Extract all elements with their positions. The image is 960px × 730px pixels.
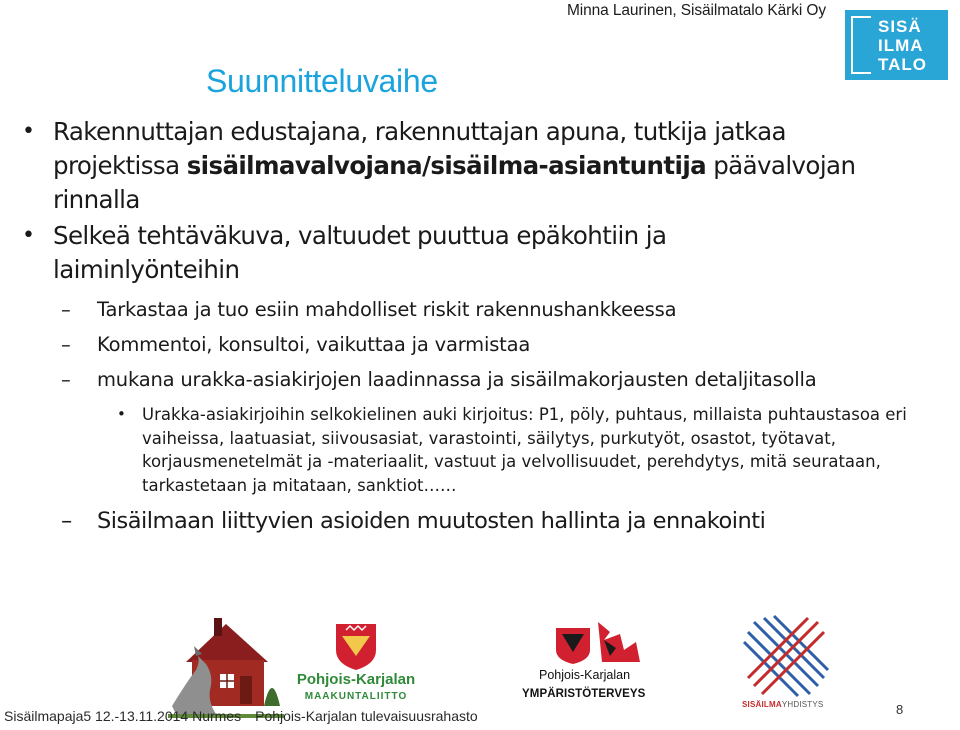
logo-line-1: SISÄ [878, 17, 922, 36]
pk-ymparisto-name: Pohjois-Karjalan [539, 668, 631, 682]
bullet-text: Rakennuttajan edustajana, rakennuttajan apuna, tutkija jatkaa projektissa [53, 117, 786, 180]
dash-icon: – [61, 508, 72, 534]
sub-item [0, 506, 960, 536]
bullet-item [0, 219, 960, 287]
bullet-item [0, 115, 960, 217]
bullet-dot-icon: • [22, 223, 35, 248]
wolf-cabin-illustration [168, 610, 284, 718]
sisailma-word: SISÄILMA [742, 700, 782, 709]
sub-item [0, 296, 960, 323]
logo-line-3: TALO [878, 55, 928, 74]
sub-item [0, 366, 960, 393]
yhdistys-word: YHDISTYS [781, 700, 824, 709]
pk-maakuntaliitto-logo [286, 620, 426, 702]
sisailmatalo-logo [845, 10, 948, 80]
sub-item-text: Tarkastaa ja tuo esiin mahdolliset riskit rakennushankkeessa [97, 298, 677, 321]
bullet-text: Selkeä tehtäväkuva, valtuudet puuttua epäkohtiin ja laiminlyönteihin [53, 221, 667, 284]
footer [4, 708, 478, 724]
sub-item-text: mukana urakka-asiakirjojen laadinnassa ja sisäilmakorjausten detaljitasolla [97, 368, 817, 391]
logo-bracket-shape [851, 16, 871, 74]
pk-maakuntaliitto-sub: MAAKUNTALIITTO [304, 691, 408, 702]
bullet-bold-text: sisäilmavalvojana/sisäilma-asiantuntija [186, 151, 707, 180]
footer-event: Sisäilmapaja5 12.-13.11.2014 Nurmes [4, 708, 242, 724]
sisailmayhdistys-emblem [740, 612, 832, 700]
dash-icon: – [61, 368, 71, 391]
footer-fund: Pohjois-Karjalan tulevaisuusrahasto [255, 708, 478, 724]
subsub-item-text: Urakka-asiakirjoihin selkokielinen auki kirjoitus: P1, pöly, puhtaus, millaista puhtaustasoa eri vaiheissa, laatuasiat, siivousasiat, varastointi, säilytys, purkutyöt, osastot, työtavat, korjausmenetelmät ja -materiaalit, vastuut ja velvollisuudet, perehdytys, mitä seurataan, tarkastetaan ja mitataan, sanktiot…… [142, 405, 907, 495]
author-credit: Minna Laurinen, Sisäilmatalo Kärki Oy [566, 2, 826, 19]
pk-ymparisto-sub: YMPÄRISTÖTERVEYS [522, 688, 646, 700]
pk-maakuntaliitto-name: Pohjois-Karjalan [296, 671, 416, 688]
dash-icon: – [61, 298, 71, 321]
bullet-text-end: päävalvojan rinnalla [53, 151, 856, 214]
sub-item [0, 331, 960, 358]
logo-line-2: ILMA [878, 36, 924, 55]
dash-icon: – [61, 333, 71, 356]
logo-text [878, 17, 927, 74]
slide-title: Suunnitteluvaihe [206, 63, 438, 99]
subsub-item [0, 403, 960, 497]
sisailmayhdistys-name [742, 700, 823, 709]
bullet-dot-icon: • [22, 119, 35, 144]
bullet-dot-icon: • [117, 405, 126, 423]
sub-item-text: Sisäilmaan liittyvien asioiden muutosten hallinta ja ennakointi [97, 508, 766, 534]
sub-item-text: Kommentoi, konsultoi, vaikuttaa ja varmistaa [97, 333, 531, 356]
slide-content [0, 115, 960, 536]
page-number: 8 [896, 702, 904, 717]
pk-ymparistoterveys-emblem [550, 620, 644, 666]
